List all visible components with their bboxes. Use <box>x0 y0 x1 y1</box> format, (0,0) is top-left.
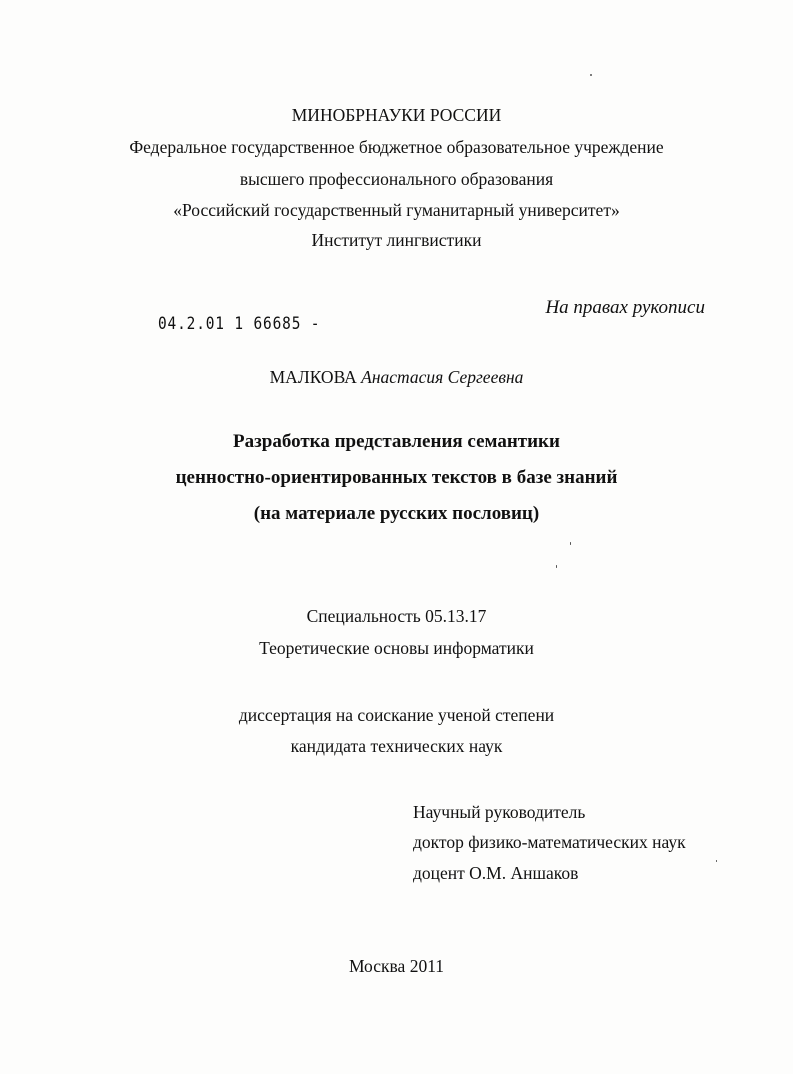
scan-speck <box>556 565 557 568</box>
scan-speck <box>716 860 717 862</box>
author-name <box>0 366 793 388</box>
institute-name: Институт лингвистики <box>311 230 482 250</box>
degree-line-1: диссертация на соискание ученой степени <box>238 705 555 725</box>
manuscript-rights-note: На правах рукописи <box>545 297 705 318</box>
library-stamp-number: 04.2.01 1 66685 - <box>158 314 321 334</box>
supervisor-degree: доктор физико-математических наук <box>413 832 686 852</box>
degree-line-2: кандидата технических наук <box>290 736 503 756</box>
specialty-code: Специальность 05.13.17 <box>306 606 487 626</box>
title-line-3: (на материале русских пословиц) <box>253 503 540 524</box>
title-line-1: Разработка представления семантики <box>233 431 560 452</box>
city-year: Москва 2011 <box>348 956 445 976</box>
institution-name-line-2: высшего профессионального образования <box>239 169 554 189</box>
ministry-name: МИНОБРНАУКИ РОССИИ <box>291 105 502 125</box>
institution-name-line-1: Федеральное государственное бюджетное образовательное учреждение <box>129 137 664 157</box>
supervisor-label: Научный руководитель <box>413 802 586 822</box>
title-line-2: ценностно-ориентированных текстов в базе знаний <box>175 467 618 488</box>
university-name: «Российский государственный гуманитарный университет» <box>173 200 620 220</box>
supervisor-name: доцент О.М. Аншаков <box>413 863 579 883</box>
author-surname: МАЛКОВА <box>269 367 357 387</box>
author-given-names: Анастасия Сергеевна <box>361 367 524 387</box>
scan-speck <box>570 542 571 545</box>
scan-speck <box>590 74 592 76</box>
specialty-name: Теоретические основы информатики <box>259 638 534 658</box>
